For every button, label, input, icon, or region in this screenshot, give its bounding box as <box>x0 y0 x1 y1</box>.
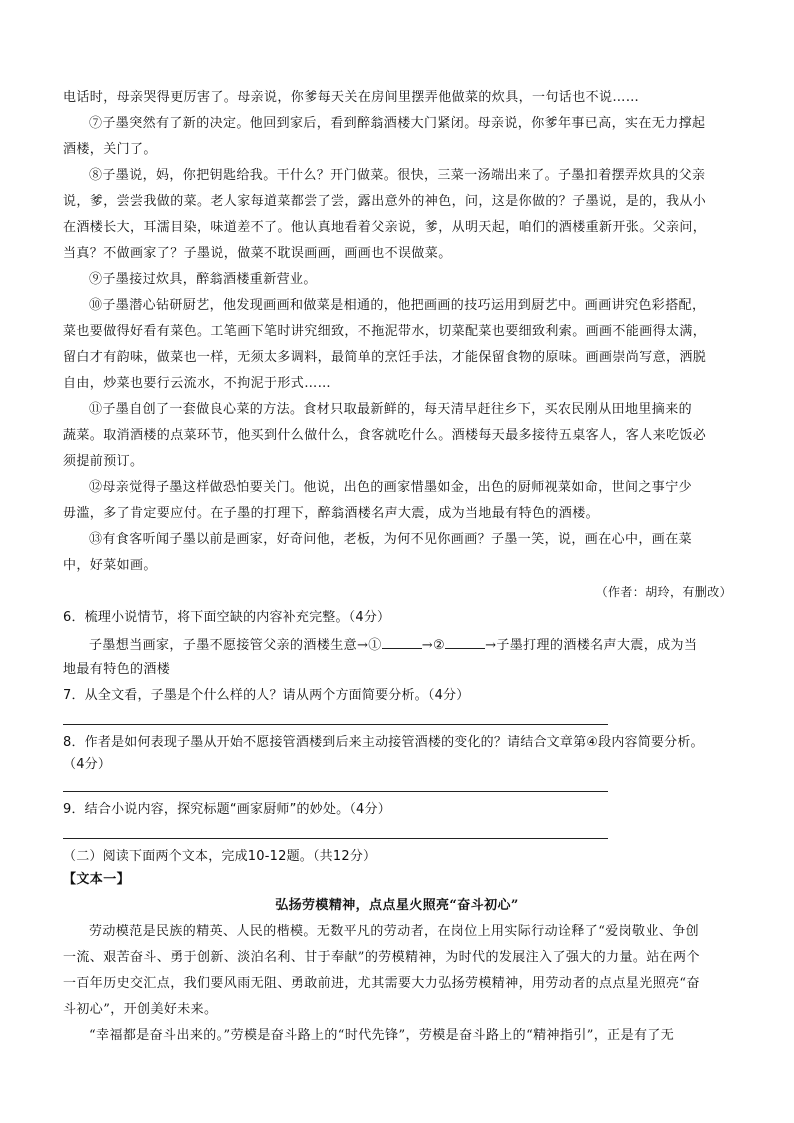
answer-line-q9[interactable] <box>63 838 608 839</box>
story-line: 电话时，母亲哭得更厉害了。母亲说，你爹每天关在房间里摆弄他做菜的炊具，一句话也不说…… <box>63 90 640 105</box>
story-line: ⑨子墨接过炊具，醉翁酒楼重新营业。 <box>89 272 317 287</box>
story-attribution: （作者：胡玲，有删改） <box>595 585 732 599</box>
story-line: 毋滥，多了肯定要应付。在子墨的打理下，醉翁酒楼名声大震，成为当地最有特色的酒楼。 <box>63 506 600 521</box>
article-line: 劳动模范是民族的精英、人民的楷模。无数平凡的劳动者，在岗位上用实际行动诠释了“爱岗敬业、争创 <box>89 924 700 939</box>
story-line: 酒楼，关门了。 <box>63 142 157 157</box>
article-line: 一百年历史交汇点，我们要风雨无阻、勇敢前进，尤其需要大力弘扬劳模精神，用劳动者的点点星光照亮“奋 <box>63 976 700 991</box>
question-6-flow <box>89 634 697 656</box>
story-line: 当真？不做画家了？子墨说，做菜不耽误画画，画画也不误做菜。 <box>63 246 452 261</box>
flow-step-2: →② <box>421 638 446 653</box>
article-line: “幸福都是奋斗出来的。”劳模是奋斗路上的“时代先锋”，劳模是奋斗路上的“精神指引”，正是有了无 <box>89 1028 675 1043</box>
story-line: 留白才有韵味，做菜也一样，无须太多调料，最简单的烹饪手法，才能保留食物的原味。画画崇尚写意，洒脱 <box>63 350 707 365</box>
question-7: 7．从全文看，子墨是个什么样的人？请从两个方面简要分析。（4分） <box>63 688 470 703</box>
answer-line-q7[interactable] <box>63 724 608 725</box>
story-line: 自由，炒菜也要行云流水，不拘泥于形式…… <box>63 376 332 391</box>
flow-step-1: 子墨想当画家，子墨不愿接管父亲的酒楼生意→① <box>89 638 382 653</box>
article-title: 弘扬劳模精神，点点星火照亮“奋斗初心” <box>275 898 519 913</box>
article-line: 一流、艰苦奋斗、勇于创新、淡泊名利、甘于奉献”的劳模精神，为时代的发展注入了强大的力量。站在两个 <box>63 950 700 965</box>
answer-blank-2[interactable] <box>445 634 485 649</box>
article-line: 斗初心”，开创美好未来。 <box>63 1002 218 1017</box>
story-line: ⑬有食客听闻子墨以前是画家，好奇问他，老板，为何不见你画画？子墨一笑，说，画在心中，画在菜 <box>89 532 693 547</box>
story-line: ⑧子墨说，妈，你把钥匙给我。干什么？开门做菜。很快，三菜一汤端出来了。子墨扣着摆弄炊具的父亲 <box>89 168 706 183</box>
story-line: 说，爹，尝尝我做的菜。老人家每道菜都尝了尝，露出意外的神色，问，这是你做的？子墨说，是的，我从小 <box>63 194 707 209</box>
answer-blank-1[interactable] <box>382 634 422 649</box>
question-8: 8．作者是如何表现子墨从开始不愿接管酒楼到后来主动接管酒楼的变化的？请结合文章第④段内容简要分析。 <box>63 735 704 750</box>
section-2-heading: （二）阅读下面两个文本，完成10-12题。（共12分） <box>63 849 377 864</box>
story-line: 在酒楼长大，耳濡目染，味道差不了。他认真地看着父亲说，爹，从明天起，咱们的酒楼重新开张。父亲问， <box>63 220 707 235</box>
question-9: 9．结合小说内容，探究标题“画家厨师”的妙处。（4分） <box>63 802 391 817</box>
story-line: 蔬菜。取消酒楼的点菜环节，他买到什么做什么，食客就吃什么。酒楼每天最多接待五桌客人，客人来吃饭必 <box>63 428 707 443</box>
question-6: 6．梳理小说情节，将下面空缺的内容补充完整。（4分） <box>63 610 391 625</box>
story-line: 菜也要做得好看有菜色。工笔画下笔时讲究细致，不拖泥带水，切菜配菜也要细致利索。画画不能画得太满， <box>63 324 707 339</box>
question-6-flow-end: 地最有特色的酒楼 <box>63 662 171 677</box>
story-line: ⑪子墨自创了一套做良心菜的方法。食材只取最新鲜的，每天清早赶往乡下，买农民刚从田地里摘来的 <box>89 402 693 417</box>
story-line: ⑩子墨潜心钻研厨艺，他发现画画和做菜是相通的，他把画画的技巧运用到厨艺中。画画讲究色彩搭配， <box>89 298 706 313</box>
text-one-label: 【文本一】 <box>63 872 131 887</box>
story-line: ⑫母亲觉得子墨这样做恐怕要关门。他说，出色的画家惜墨如金，出色的厨师视菜如命，世间之事宁少 <box>89 480 693 495</box>
question-8-score: （4分） <box>63 757 112 772</box>
answer-line-q8[interactable] <box>63 791 608 792</box>
story-line: 须提前预订。 <box>63 454 144 469</box>
story-line: ⑦子墨突然有了新的决定。他回到家后，看到醉翁酒楼大门紧闭。母亲说，你爹年事已高，实在无力撑起 <box>89 116 706 131</box>
story-line: 中，好菜如画。 <box>63 558 157 573</box>
flow-step-3: →子墨打理的酒楼名声大震，成为当 <box>485 638 698 653</box>
